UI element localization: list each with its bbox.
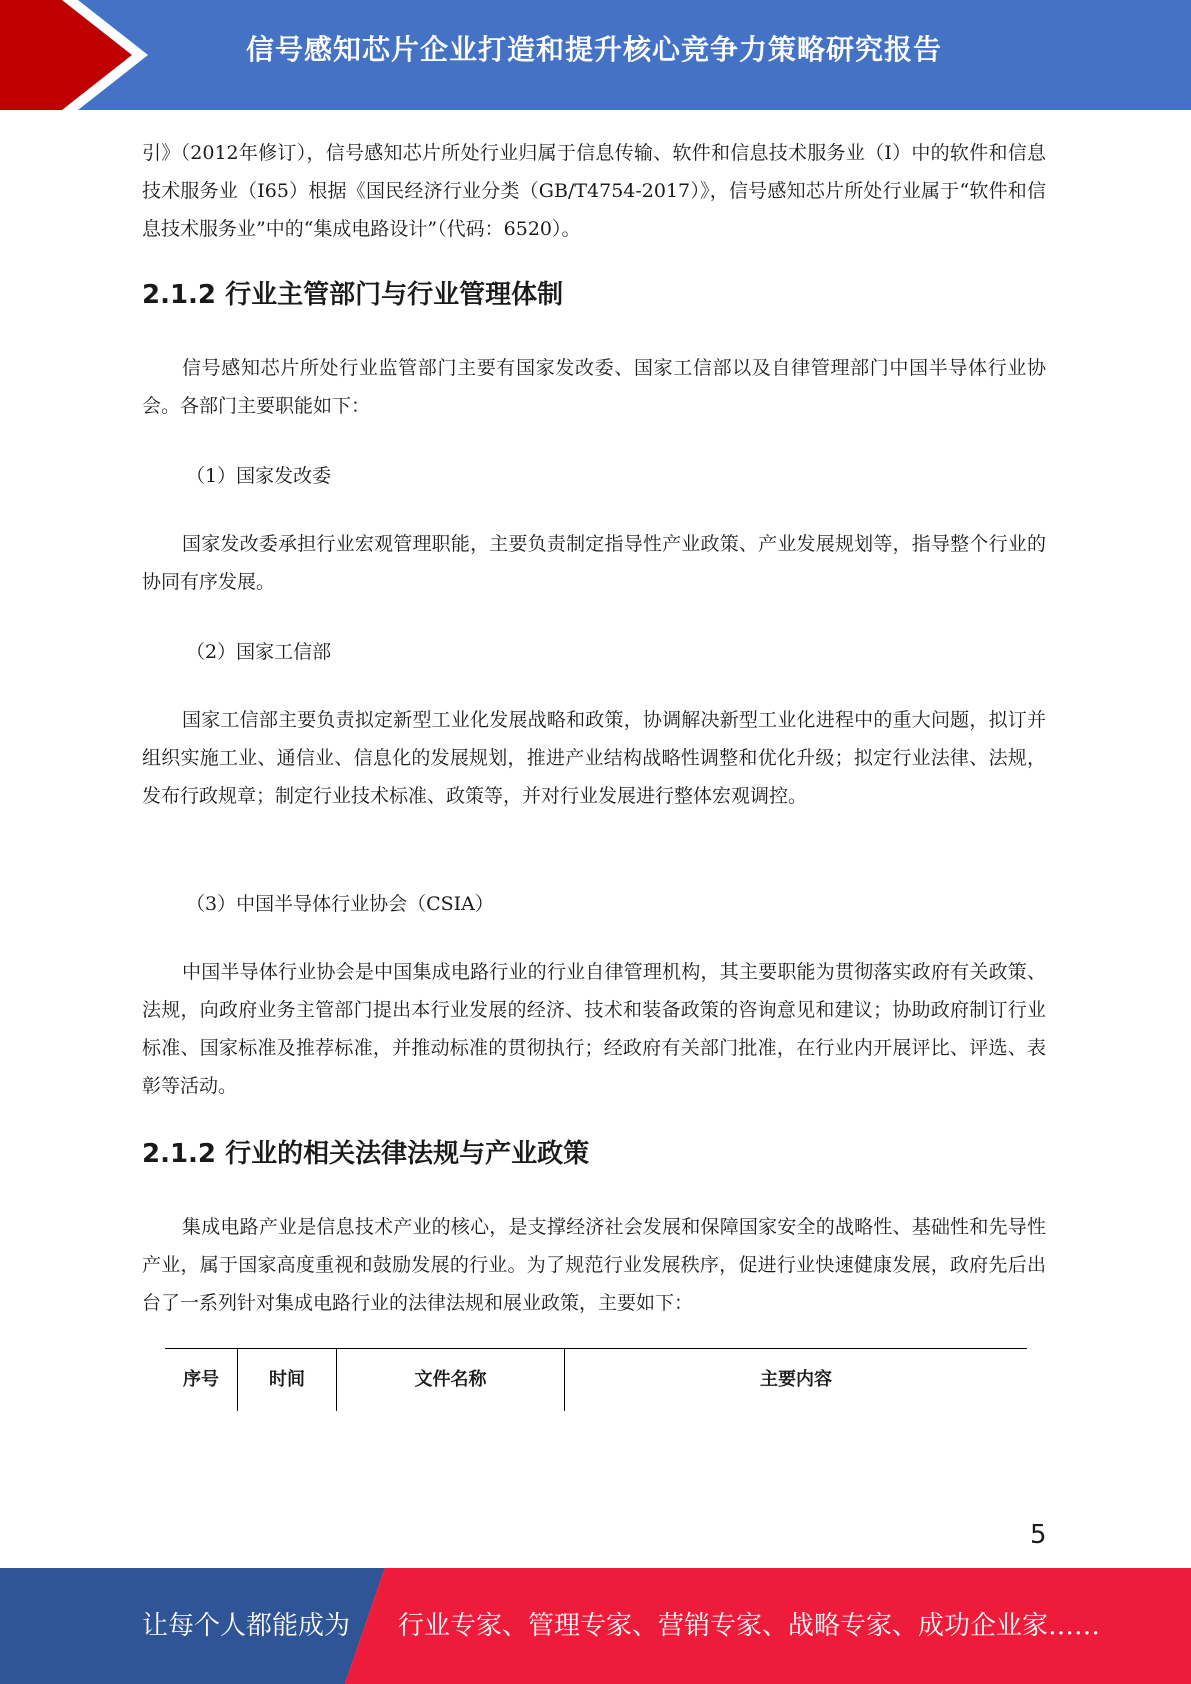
table-header-index: 序号 xyxy=(183,1369,219,1390)
intro-paragraph: 引》（2012年修订），信号感知芯片所处行业归属于信息传输、软件和信息技术服务业（I）中的软件和信息技术服务业（I65）根据《国民经济行业分类（GB/T4754-2017）》，信号感知芯片所处行业属于“软件和信息技术服务业”中的“集成电路设计”（代码：6520）。 xyxy=(142,142,1046,240)
section2-paragraph: 集成电路产业是信息技术产业的核心，是支撑经济社会发展和保障国家安全的战略性、基础性和先导性产业，属于国家高度重视和鼓励发展的行业。为了规范行业发展秩序，促进行业快速健康发展，政府先后出台了一系列针对集成电路行业的法律法规和展业政策，主要如下： xyxy=(142,1216,1046,1314)
report-title: 信号感知芯片企业打造和提升核心竞争力策略研究报告 xyxy=(246,33,943,66)
footer-slogan-right: 行业专家、管理专家、营销专家、战略专家、成功企业家…… xyxy=(398,1611,1101,1641)
page-footer xyxy=(0,1568,1191,1684)
document-body xyxy=(142,0,1046,1560)
policy-table-header xyxy=(165,1348,1027,1411)
page-number: 5 xyxy=(1030,1520,1047,1550)
item-csia-paragraph: 中国半导体行业协会是中国集成电路行业的行业自律管理机构，其主要职能为贯彻落实政府有关政策、法规，向政府业务主管部门提出本行业发展的经济、技术和装备政策的咨询意见和建议；协助政府制订行业标准、国家标准及推荐标准，并推动标准的贯彻执行；经政府有关部门批准，在行业内开展评比、评选、表彰等活动。 xyxy=(142,961,1046,1097)
section-heading-laws-policies: 2.1.2 行业的相关法律法规与产业政策 xyxy=(142,1139,590,1169)
table-header-date: 时间 xyxy=(269,1369,305,1390)
table-header-document: 文件名称 xyxy=(414,1369,487,1390)
section-heading-management: 2.1.2 行业主管部门与行业管理体制 xyxy=(142,280,564,310)
item-ndrc-title: （1）国家发改委 xyxy=(186,465,332,487)
footer-slogan-left: 让每个人都能成为 xyxy=(142,1611,351,1641)
item-miit-paragraph: 国家工信部主要负责拟定新型工业化发展战略和政策，协调解决新型工业化进程中的重大问题，拟订并组织实施工业、通信业、信息化的发展规划，推进产业结构战略性调整和优化升级；拟定行业法律、法规，发布行政规章；制定行业技术标准、政策等，并对行业发展进行整体宏观调控。 xyxy=(142,709,1046,807)
section1-paragraph: 信号感知芯片所处行业监管部门主要有国家发改委、国家工信部以及自律管理部门中国半导体行业协会。各部门主要职能如下： xyxy=(142,357,1046,417)
item-ndrc-paragraph: 国家发改委承担行业宏观管理职能，主要负责制定指导性产业政策、产业发展规划等，指导整个行业的协同有序发展。 xyxy=(142,533,1046,593)
item-miit-title: （2）国家工信部 xyxy=(186,641,332,663)
item-csia-title: （3）中国半导体行业协会（CSIA） xyxy=(186,893,494,915)
header-arrow-decoration xyxy=(0,0,160,110)
table-header-content: 主要内容 xyxy=(760,1369,832,1390)
